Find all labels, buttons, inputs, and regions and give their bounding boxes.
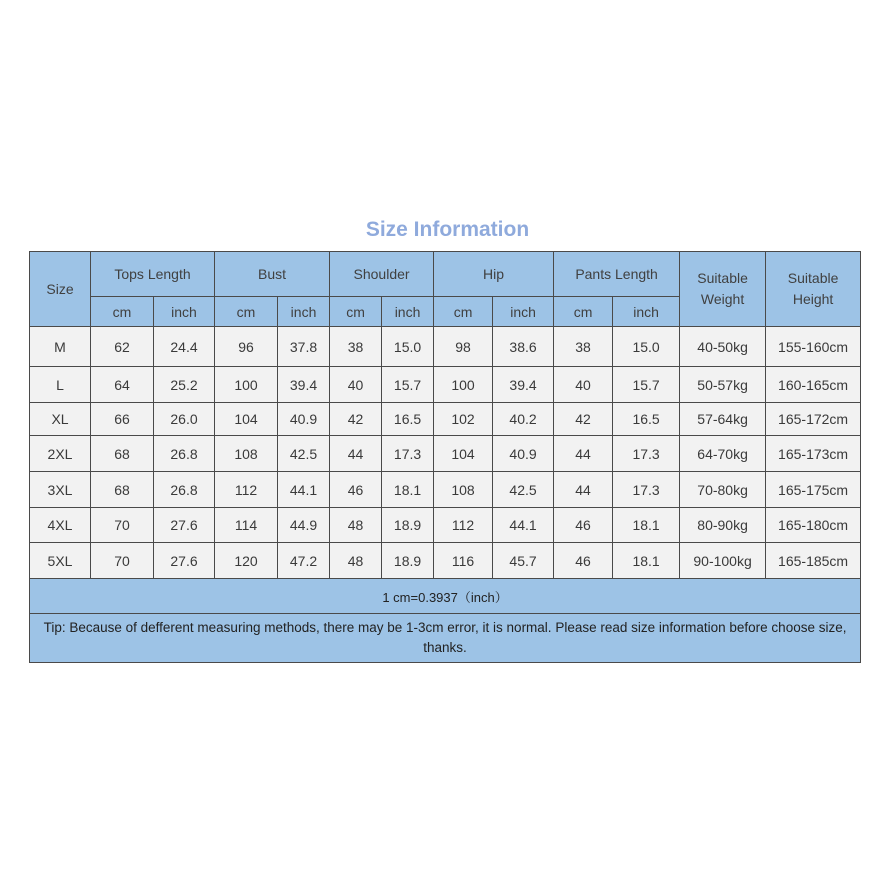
suitable-height-cell: 160-165cm bbox=[766, 367, 861, 403]
suitable-height-cell: 165-172cm bbox=[766, 403, 861, 436]
pants-length-cm-cell: 44 bbox=[554, 436, 613, 472]
subheader-inch: inch bbox=[382, 297, 434, 327]
pants-length-cm-cell: 38 bbox=[554, 327, 613, 367]
suitable-weight-cell: 57-64kg bbox=[680, 403, 766, 436]
hip-inch-cell: 38.6 bbox=[493, 327, 554, 367]
pants-length-cm-cell: 46 bbox=[554, 543, 613, 579]
pants-length-cm-cell: 42 bbox=[554, 403, 613, 436]
table-row bbox=[30, 403, 861, 436]
shoulder-inch-cell: 18.1 bbox=[382, 472, 434, 508]
header-tops-length: Tops Length bbox=[91, 252, 215, 297]
shoulder-cm-cell: 48 bbox=[330, 543, 382, 579]
table-row bbox=[30, 508, 861, 543]
table-row bbox=[30, 436, 861, 472]
tops-length-cm-cell: 68 bbox=[91, 472, 154, 508]
shoulder-cm-cell: 44 bbox=[330, 436, 382, 472]
pants-length-cm-cell: 44 bbox=[554, 472, 613, 508]
shoulder-inch-cell: 18.9 bbox=[382, 508, 434, 543]
bust-cm-cell: 114 bbox=[215, 508, 278, 543]
header-suitable-weight: Suitable Weight bbox=[680, 252, 766, 327]
shoulder-cm-cell: 40 bbox=[330, 367, 382, 403]
subheader-inch: inch bbox=[278, 297, 330, 327]
bust-inch-cell: 42.5 bbox=[278, 436, 330, 472]
shoulder-cm-cell: 38 bbox=[330, 327, 382, 367]
subheader-inch: inch bbox=[613, 297, 680, 327]
pants-length-inch-cell: 15.7 bbox=[613, 367, 680, 403]
pants-length-inch-cell: 17.3 bbox=[613, 436, 680, 472]
tops-length-inch-cell: 26.8 bbox=[154, 472, 215, 508]
hip-inch-cell: 40.2 bbox=[493, 403, 554, 436]
size-cell: L bbox=[30, 367, 91, 403]
size-cell: M bbox=[30, 327, 91, 367]
hip-cm-cell: 104 bbox=[434, 436, 493, 472]
suitable-height-cell: 155-160cm bbox=[766, 327, 861, 367]
tops-length-cm-cell: 62 bbox=[91, 327, 154, 367]
pants-length-inch-cell: 15.0 bbox=[613, 327, 680, 367]
size-cell: XL bbox=[30, 403, 91, 436]
pants-length-inch-cell: 17.3 bbox=[613, 472, 680, 508]
pants-length-cm-cell: 46 bbox=[554, 508, 613, 543]
shoulder-inch-cell: 15.0 bbox=[382, 327, 434, 367]
header-pants-length: Pants Length bbox=[554, 252, 680, 297]
tops-length-cm-cell: 70 bbox=[91, 543, 154, 579]
table-row bbox=[30, 543, 861, 579]
size-cell: 3XL bbox=[30, 472, 91, 508]
hip-inch-cell: 45.7 bbox=[493, 543, 554, 579]
hip-cm-cell: 116 bbox=[434, 543, 493, 579]
hip-inch-cell: 39.4 bbox=[493, 367, 554, 403]
tops-length-inch-cell: 24.4 bbox=[154, 327, 215, 367]
subheader-cm: cm bbox=[91, 297, 154, 327]
table-row bbox=[30, 367, 861, 403]
tops-length-inch-cell: 27.6 bbox=[154, 508, 215, 543]
bust-inch-cell: 44.9 bbox=[278, 508, 330, 543]
table-row bbox=[30, 327, 861, 367]
header-suitable-height: Suitable Height bbox=[766, 252, 861, 327]
table-row bbox=[30, 472, 861, 508]
size-cell: 5XL bbox=[30, 543, 91, 579]
header-hip: Hip bbox=[434, 252, 554, 297]
pants-length-inch-cell: 18.1 bbox=[613, 543, 680, 579]
subheader-inch: inch bbox=[154, 297, 215, 327]
bust-cm-cell: 112 bbox=[215, 472, 278, 508]
size-chart-table bbox=[29, 251, 861, 663]
bust-cm-cell: 104 bbox=[215, 403, 278, 436]
size-cell: 4XL bbox=[30, 508, 91, 543]
tops-length-cm-cell: 70 bbox=[91, 508, 154, 543]
suitable-weight-cell: 80-90kg bbox=[680, 508, 766, 543]
tops-length-cm-cell: 64 bbox=[91, 367, 154, 403]
hip-cm-cell: 98 bbox=[434, 327, 493, 367]
bust-cm-cell: 100 bbox=[215, 367, 278, 403]
shoulder-cm-cell: 46 bbox=[330, 472, 382, 508]
hip-inch-cell: 40.9 bbox=[493, 436, 554, 472]
suitable-height-cell: 165-185cm bbox=[766, 543, 861, 579]
hip-cm-cell: 108 bbox=[434, 472, 493, 508]
tops-length-cm-cell: 66 bbox=[91, 403, 154, 436]
tops-length-inch-cell: 26.8 bbox=[154, 436, 215, 472]
tops-length-inch-cell: 27.6 bbox=[154, 543, 215, 579]
suitable-height-cell: 165-175cm bbox=[766, 472, 861, 508]
shoulder-cm-cell: 48 bbox=[330, 508, 382, 543]
suitable-weight-cell: 70-80kg bbox=[680, 472, 766, 508]
tip-note: Tip: Because of defferent measuring methods, there may be 1-3cm error, it is normal. Please read size information before choose size, thanks. bbox=[30, 614, 861, 663]
pants-length-inch-cell: 16.5 bbox=[613, 403, 680, 436]
tops-length-inch-cell: 25.2 bbox=[154, 367, 215, 403]
shoulder-inch-cell: 16.5 bbox=[382, 403, 434, 436]
subheader-cm: cm bbox=[215, 297, 278, 327]
bust-cm-cell: 120 bbox=[215, 543, 278, 579]
bust-cm-cell: 96 bbox=[215, 327, 278, 367]
shoulder-cm-cell: 42 bbox=[330, 403, 382, 436]
bust-inch-cell: 40.9 bbox=[278, 403, 330, 436]
tops-length-inch-cell: 26.0 bbox=[154, 403, 215, 436]
tops-length-cm-cell: 68 bbox=[91, 436, 154, 472]
subheader-cm: cm bbox=[554, 297, 613, 327]
hip-cm-cell: 100 bbox=[434, 367, 493, 403]
bust-inch-cell: 44.1 bbox=[278, 472, 330, 508]
suitable-height-cell: 165-173cm bbox=[766, 436, 861, 472]
subheader-cm: cm bbox=[434, 297, 493, 327]
bust-inch-cell: 39.4 bbox=[278, 367, 330, 403]
bust-inch-cell: 47.2 bbox=[278, 543, 330, 579]
suitable-height-cell: 165-180cm bbox=[766, 508, 861, 543]
hip-cm-cell: 102 bbox=[434, 403, 493, 436]
suitable-weight-cell: 64-70kg bbox=[680, 436, 766, 472]
pants-length-inch-cell: 18.1 bbox=[613, 508, 680, 543]
suitable-weight-cell: 50-57kg bbox=[680, 367, 766, 403]
hip-inch-cell: 44.1 bbox=[493, 508, 554, 543]
shoulder-inch-cell: 15.7 bbox=[382, 367, 434, 403]
subheader-cm: cm bbox=[330, 297, 382, 327]
subheader-inch: inch bbox=[493, 297, 554, 327]
bust-cm-cell: 108 bbox=[215, 436, 278, 472]
shoulder-inch-cell: 17.3 bbox=[382, 436, 434, 472]
hip-inch-cell: 42.5 bbox=[493, 472, 554, 508]
suitable-weight-cell: 90-100kg bbox=[680, 543, 766, 579]
header-bust: Bust bbox=[215, 252, 330, 297]
conversion-note: 1 cm=0.3937（inch） bbox=[30, 579, 861, 614]
size-cell: 2XL bbox=[30, 436, 91, 472]
bust-inch-cell: 37.8 bbox=[278, 327, 330, 367]
page-title: Size Information bbox=[365, 218, 530, 241]
shoulder-inch-cell: 18.9 bbox=[382, 543, 434, 579]
hip-cm-cell: 112 bbox=[434, 508, 493, 543]
header-size: Size bbox=[30, 252, 91, 327]
suitable-weight-cell: 40-50kg bbox=[680, 327, 766, 367]
pants-length-cm-cell: 40 bbox=[554, 367, 613, 403]
header-shoulder: Shoulder bbox=[330, 252, 434, 297]
